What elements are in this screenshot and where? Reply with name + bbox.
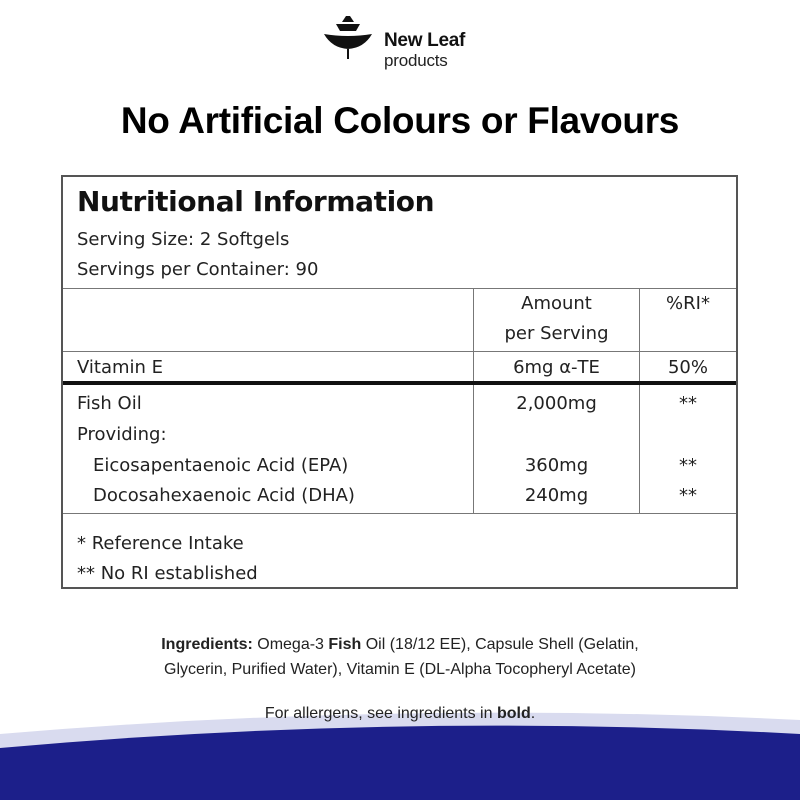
ingredients-part2: Oil (18/12 EE), Capsule Shell (Gelatin, [361,636,639,653]
panel-title: Nutritional Information [77,185,435,218]
fish-oil-amount: 2,000mg [516,393,597,414]
servings-per-container: Servings per Container: 90 [77,259,319,280]
ingredients-line2: Glycerin, Purified Water), Vitamin E (DL-Alpha Tocopheryl Acetate) [164,661,636,678]
footnote-no-ri: ** No RI established [77,563,258,584]
vitamin-e-amount: 6mg α-TE [513,357,600,378]
allergen-suffix: . [530,705,536,722]
dha-ri: ** [679,485,697,506]
ri-header: %RI* [666,293,710,314]
epa-amount: 360mg [524,455,589,476]
divider [63,288,736,289]
footnote-reference-intake: * Reference Intake [77,533,244,554]
divider [63,351,736,352]
fish-oil-ri: ** [679,393,697,414]
amount-header-line2: per Serving [504,323,609,344]
ingredients-label: Ingredients: [161,636,253,653]
vitamin-e-ri: 50% [667,357,708,378]
ingredients-line1 [0,632,800,657]
divider [63,513,736,514]
epa-ri: ** [679,455,697,476]
fish-oil-name: Fish Oil [77,393,142,414]
nutrition-panel [61,175,738,589]
allergen-note [0,705,800,723]
brand-logo [318,14,498,74]
vitamin-e-name: Vitamin E [77,357,164,378]
brand-subtitle: products [384,51,448,70]
headline: No Artificial Colours or Flavours [120,100,680,141]
ingredients-text [0,632,800,682]
leaf-tree-icon [318,14,378,66]
amount-header-line1: Amount [521,293,592,314]
dha-amount: 240mg [524,485,589,506]
thick-divider [63,381,736,385]
providing-label: Providing: [77,424,167,445]
allergen-prefix: For allergens, see ingredients in [264,705,497,722]
epa-name: Eicosapentaenoic Acid (EPA) [93,455,349,476]
dha-name: Docosahexaenoic Acid (DHA) [93,485,355,506]
serving-size: Serving Size: 2 Softgels [77,229,290,250]
ingredients-allergen-word: Fish [328,636,362,653]
allergen-bold: bold [496,705,531,722]
ingredients-part1: Omega-3 [252,636,329,653]
brand-name: New Leaf [384,30,466,51]
